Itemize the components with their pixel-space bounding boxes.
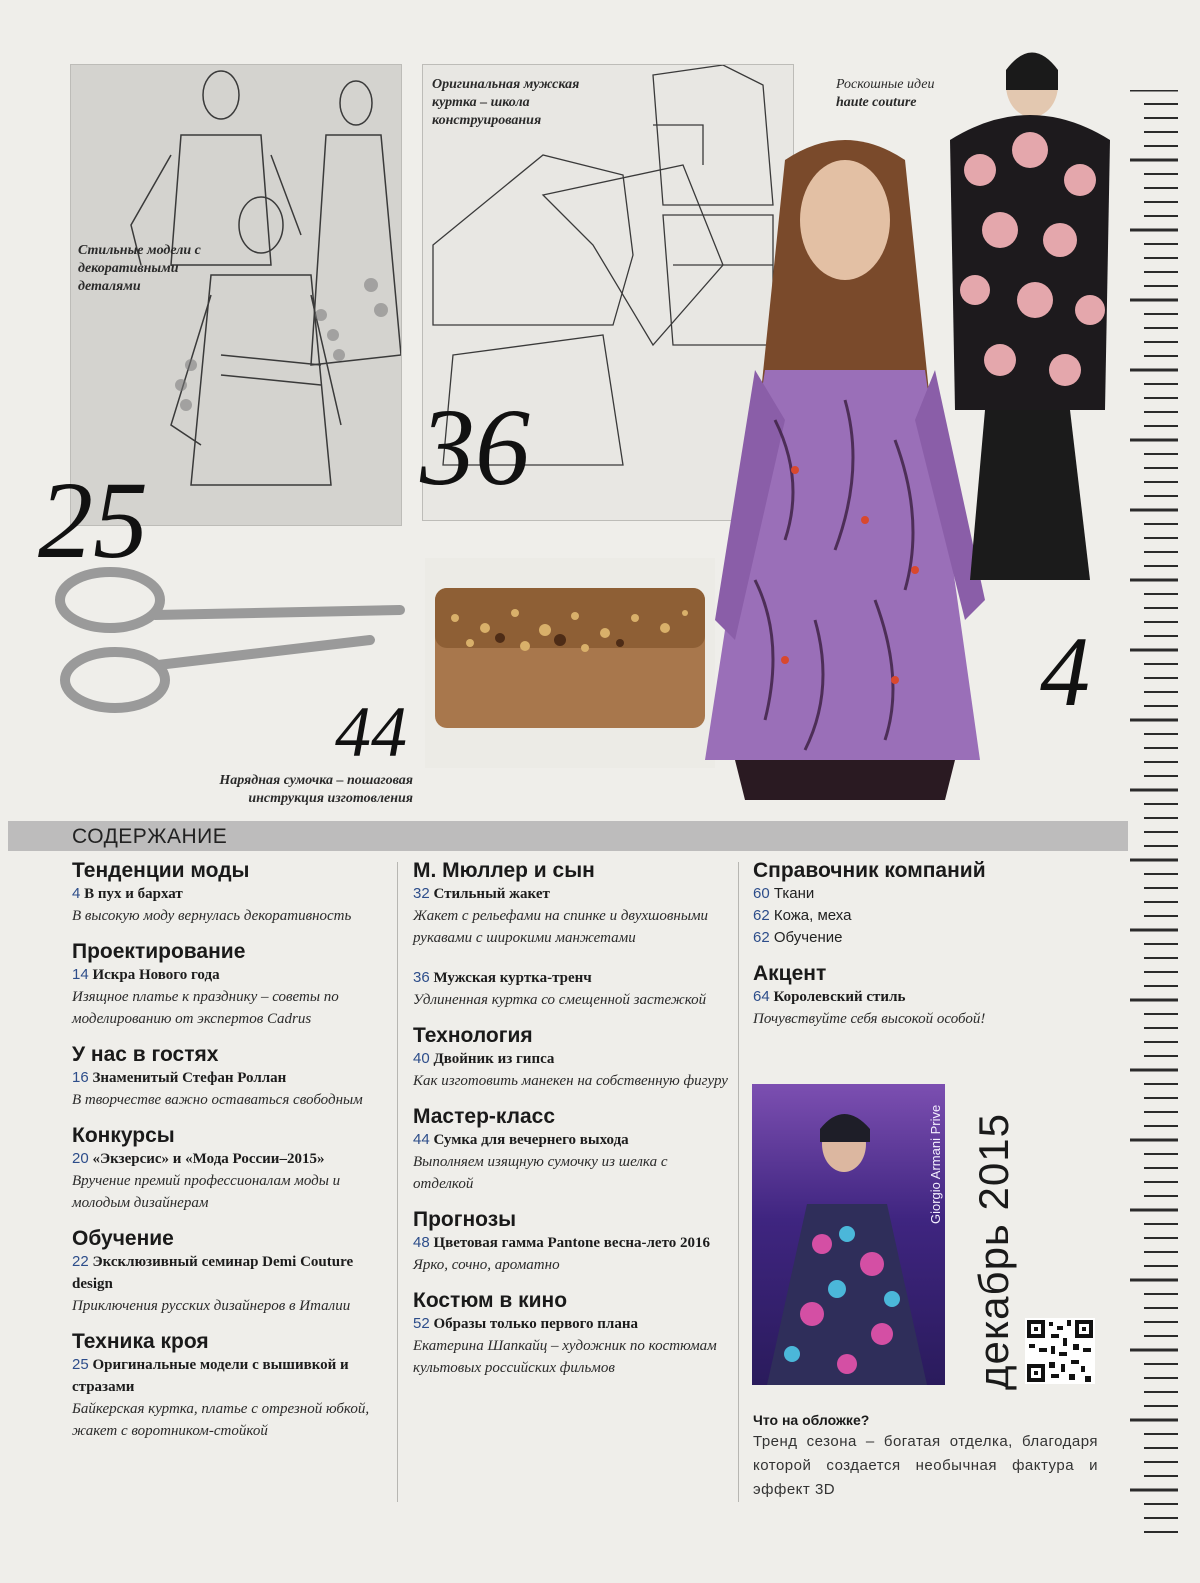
page-number-25: 25 bbox=[38, 459, 148, 581]
article-entry[interactable] bbox=[413, 967, 729, 989]
contents-section bbox=[72, 1042, 388, 1111]
section-title: Технология bbox=[413, 1024, 533, 1047]
article-title: Цветовая гамма Pantone весна-лето 2016 bbox=[433, 1235, 710, 1251]
column-divider-1 bbox=[397, 862, 398, 1502]
article-entry[interactable] bbox=[72, 964, 388, 986]
article-entry[interactable]: 64 Королевский стиль bbox=[753, 988, 906, 1005]
article-description: В высокую моду вернулась декоративность bbox=[72, 908, 352, 924]
caption-clutch-1: Нарядная сумочка – пошаговая bbox=[219, 773, 413, 788]
directory-item[interactable]: 62 Кожа, меха bbox=[753, 907, 852, 924]
caption-clutch-2: инструкция изготовления bbox=[248, 791, 413, 806]
contents-title: СОДЕРЖАНИЕ bbox=[72, 825, 228, 848]
section-title: Обучение bbox=[72, 1227, 174, 1250]
article-title: Искра Нового года bbox=[92, 967, 220, 983]
caption-stylish-models: Стильные модели с декоративными деталями bbox=[78, 243, 201, 294]
article-entry[interactable] bbox=[413, 1048, 729, 1070]
article-title: В пух и бархат bbox=[84, 886, 183, 902]
page-number: 48 bbox=[413, 1234, 430, 1251]
section-title: Проектирование bbox=[72, 940, 246, 963]
article-entry[interactable] bbox=[413, 1232, 729, 1254]
caption-haute-couture-2: haute couture bbox=[836, 95, 917, 110]
section-title: М. Мюллер и сын bbox=[413, 859, 595, 882]
contents-section bbox=[72, 858, 388, 927]
contents-section bbox=[72, 939, 388, 1030]
qr-code-icon[interactable] bbox=[1025, 1318, 1095, 1384]
section-title: Конкурсы bbox=[72, 1124, 175, 1147]
article-title: Сумка для вечернего выхода bbox=[433, 1132, 629, 1148]
article-title: Эксклюзивный семинар Demi Couture design bbox=[72, 1254, 354, 1292]
contents-section bbox=[413, 967, 729, 1011]
article-description: Приключения русских дизайнеров в Италии bbox=[72, 1298, 351, 1314]
evening-clutch-photo bbox=[425, 558, 715, 768]
article-entry[interactable] bbox=[413, 883, 729, 905]
article-description: Байкерская куртка, платье с отрезной юбкой, жакет с воротником-стойкой bbox=[72, 1401, 370, 1439]
page-number: 22 bbox=[72, 1253, 89, 1270]
column-divider-2 bbox=[738, 862, 739, 1502]
contents-column-2 bbox=[413, 858, 729, 1391]
section-title: Справочник компаний bbox=[753, 859, 986, 882]
page-number: 44 bbox=[413, 1131, 430, 1148]
article-description: В творчестве важно оставаться свободным bbox=[72, 1092, 363, 1108]
article-entry[interactable] bbox=[413, 1313, 729, 1335]
article-entry[interactable] bbox=[72, 883, 388, 905]
section-accent bbox=[753, 961, 1098, 1030]
page-number: 16 bbox=[72, 1069, 89, 1086]
article-description: Жакет с рельефами на спинке и двухшовными рукавами с широкими манжетами bbox=[413, 908, 709, 946]
page-number: 32 bbox=[413, 885, 430, 902]
page-number: 36 bbox=[413, 969, 430, 986]
page-number: 14 bbox=[72, 966, 89, 983]
section-title: Акцент bbox=[753, 962, 827, 985]
page-number: 4 bbox=[72, 885, 81, 902]
article-title: «Экзерсис» и «Мода России–2015» bbox=[92, 1151, 325, 1167]
section-title: Техника кроя bbox=[72, 1330, 209, 1353]
article-title: Знаменитый Стефан Роллан bbox=[92, 1070, 287, 1086]
page-number-44: 44 bbox=[335, 692, 407, 772]
caption-mens-jacket: Оригинальная мужская куртка – школа конструирования bbox=[432, 77, 580, 128]
article-entry[interactable] bbox=[72, 1354, 388, 1398]
section-title: Мастер-класс bbox=[413, 1105, 556, 1128]
article-title: Образы только первого плана bbox=[433, 1316, 638, 1332]
article-description: Почувствуйте себя высокой особой! bbox=[753, 1011, 986, 1027]
article-description: Выполняем изящную сумочку из шелка с отделкой bbox=[413, 1154, 668, 1192]
cover-brand-label: Giorgio Armani Prive bbox=[928, 1104, 943, 1224]
page-number: 40 bbox=[413, 1050, 430, 1067]
article-description: Екатерина Шапкайц – художник по костюмам культовых российских фильмов bbox=[413, 1338, 717, 1376]
cover-question: Что на обложке? bbox=[753, 1412, 870, 1428]
contents-section bbox=[413, 1288, 729, 1379]
page-number: 25 bbox=[72, 1356, 89, 1373]
contents-section bbox=[413, 1104, 729, 1195]
section-title: Тенденции моды bbox=[72, 859, 250, 882]
article-description: Удлиненная куртка со смещенной застежкой bbox=[413, 992, 707, 1008]
article-description: Ярко, сочно, ароматно bbox=[413, 1257, 560, 1273]
article-description: Как изготовить манекен на собственную фигуру bbox=[413, 1073, 728, 1089]
article-entry[interactable] bbox=[72, 1251, 388, 1295]
contents-section bbox=[413, 1207, 729, 1276]
haute-couture-model-photo bbox=[940, 30, 1115, 590]
issue-date: декабрь 2015 bbox=[970, 1113, 1017, 1390]
directory-item[interactable]: 60 Ткани bbox=[753, 885, 815, 902]
contents-column-1 bbox=[72, 858, 388, 1454]
caption-haute-couture-1: Роскошные идеи bbox=[836, 77, 935, 92]
page-number: 20 bbox=[72, 1150, 89, 1167]
article-title: Двойник из гипса bbox=[433, 1051, 555, 1067]
article-title: Стильный жакет bbox=[433, 886, 550, 902]
article-description: Вручение премий профессионалам моды и молодым дизайнерам bbox=[72, 1173, 341, 1211]
section-directory bbox=[753, 858, 1098, 949]
cover-description bbox=[753, 1410, 1098, 1502]
page-number-4: 4 bbox=[1040, 616, 1090, 727]
directory-item[interactable]: 62 Обучение bbox=[753, 929, 843, 946]
page-number-36: 36 bbox=[420, 386, 530, 508]
contents-section bbox=[72, 1226, 388, 1317]
contents-section bbox=[413, 858, 729, 949]
article-entry[interactable] bbox=[413, 1129, 729, 1151]
article-entry[interactable] bbox=[72, 1148, 388, 1170]
contents-column-3 bbox=[753, 858, 1098, 1042]
contents-section bbox=[72, 1123, 388, 1214]
contents-section bbox=[413, 1023, 729, 1092]
cover-answer: Тренд сезона – богатая отделка, благодаря которой создается необычная фактура и эффект 3D bbox=[753, 1433, 1098, 1498]
ruler-scale bbox=[1130, 90, 1178, 1540]
contents-header-bar bbox=[8, 821, 1128, 851]
contents-section bbox=[72, 1329, 388, 1442]
section-title: Прогнозы bbox=[413, 1208, 517, 1231]
page-number: 52 bbox=[413, 1315, 430, 1332]
article-description: Изящное платье к празднику – советы по моделированию от экспертов Cadrus bbox=[72, 989, 339, 1027]
cover-thumbnail[interactable] bbox=[752, 1084, 945, 1385]
section-title: Костюм в кино bbox=[413, 1289, 568, 1312]
article-entry[interactable] bbox=[72, 1067, 388, 1089]
article-title: Мужская куртка-тренч bbox=[433, 970, 592, 986]
article-title: Оригинальные модели с вышивкой и стразами bbox=[72, 1357, 349, 1395]
section-title: У нас в гостях bbox=[72, 1043, 219, 1066]
